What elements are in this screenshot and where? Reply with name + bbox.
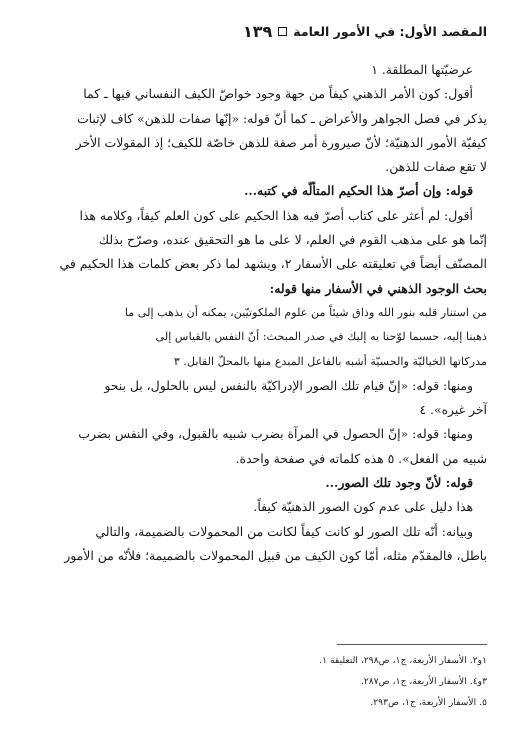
text-line: إنّما هو على مذهب القوم في العلم، لا على ما هو التحقيق عنده، وصرّح بذلك [98, 232, 487, 248]
text-line: وبيانه: أنّه تلك الصور لو كانت كيفاً لكانت من المحمولات بالضميمة، والتالي [95, 523, 473, 539]
text-line: ومنها: قوله: «إنّ الحصول في المرآة بضرب شبيه بالقبول، وفي النفس بضرب [78, 426, 473, 442]
text-line: شبيه من الفعل». ٥ هذه كلماته في صفحة واحدة. [235, 450, 487, 466]
text-line: كيفيّة الأمور الذهنيّة؛ لأنّ صيرورة أمر صفة للذهن خاصّة للكيف؛ إذ المقولات الأخر [75, 134, 487, 150]
quote-line: مدركاتها الخياليّة والحسيّة أشبه بالفاعل المبدع منها بالمحلّ القابل. ٣ [173, 354, 487, 368]
text-line: المصنّف أيضاً في تعليقته على الأسفار ٢، ويشهد لما ذكر بعض كلمات هذا الحكيم في [59, 256, 487, 272]
page-number: ١٣٩ [242, 21, 273, 41]
commentary-heading: قوله: لأنّ وجود تلك الصور... [325, 475, 473, 491]
header-title: المقصد الأول: في الأمور العامة [293, 23, 487, 39]
text-line: يذكر في فصل الجواهر والأعراض ـ كما أنّ قوله: «إنّها صفات للذهن» كاف لإثبات [76, 110, 487, 126]
text-line: باطل، فالمقدّم مثله، أمّا كون الكيف من قبيل المحمولات بالضميمة؛ فلأنّه من الأمور [64, 547, 487, 563]
text-line: هذا دليل على عدم كون الصور الذهنيّة كيفاً. [253, 499, 473, 515]
body-text [25, 58, 487, 568]
text-line: بحث الوجود الذهني في الأسفار منها قوله: [269, 280, 487, 296]
quote-line: ذهبنا إليه، حسبما لوّحنا به إليك في صدر المبحث: أنّ النفس بالقياس إلى [155, 330, 487, 344]
text-line: أقول: لم أعثر على كتاب أصرّ فيه هذا الحكيم على كون العلم كيفاً، وكلامه هذا [79, 207, 473, 223]
footnote: ٥. الأسفار الأربعة، ج١، ص٢٩٣. [370, 697, 487, 708]
text-line: عرضيّتها المطلقة. ١ [371, 62, 473, 77]
running-header [27, 20, 487, 42]
text-line: أقول: كون الأمر الذهني كيفاً من جهة وجود خواصّ الكيف النفساني فيها ـ كما [83, 86, 473, 102]
footnotes [25, 650, 487, 713]
quote-line: من استنار قلبه بنور الله وذاق شيئاً من علوم الملكوتيّين، يمكنه أن يذهب إلى ما [124, 305, 487, 319]
text-line: آخر غيره». ٤ [419, 402, 487, 418]
commentary-heading: قوله: وإن أصرّ هذا الحكيم المتألّه في كتبه... [244, 183, 473, 199]
text-line: ومنها: قوله: «إنّ قيام تلك الصور الإدراكيّة بالنفس ليس بالحلول، بل بنحو [104, 377, 473, 393]
footnote-divider [337, 644, 487, 645]
header-separator-icon [278, 27, 287, 36]
footnote: ٣و٤. الأسفار الأربعة، ج١، ص٢٨٧. [360, 676, 487, 687]
footnote: ١و٢. الأسفار الأربعة، ج١، ص٢٩٨، التعليقة ١. [319, 655, 487, 666]
text-line: لا تقع صفات للذهن. [385, 159, 487, 175]
